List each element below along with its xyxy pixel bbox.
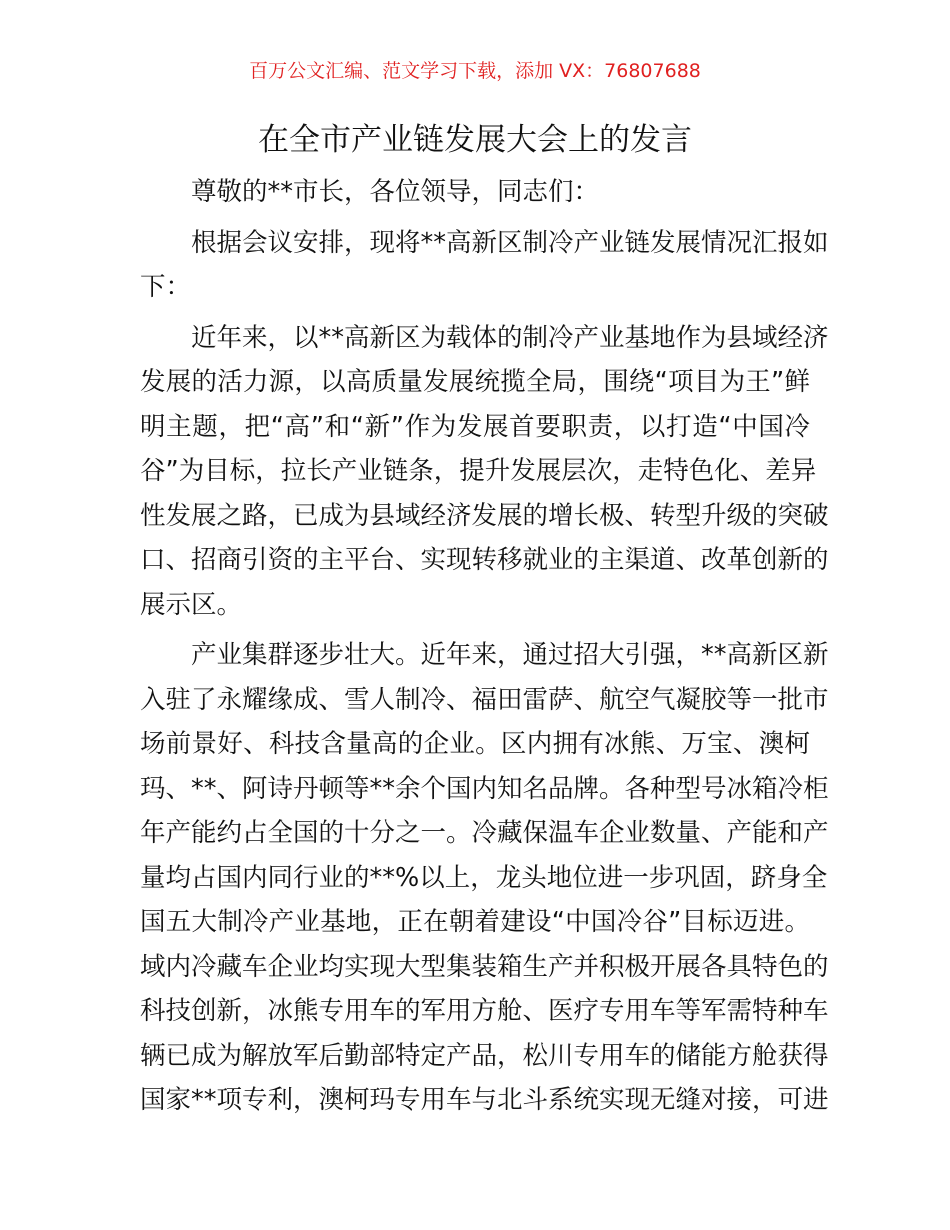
paragraph xyxy=(140,316,829,628)
text-line: 发展的活力源，以高质量发展统揽全局，围绕“项目为王”鲜 xyxy=(140,367,810,397)
text-line: 近年来，以**高新区为载体的制冷产业基地作为县域经济 xyxy=(191,322,829,353)
document-title: 在全市产业链发展大会上的发言 xyxy=(258,122,692,158)
text-line: 入驻了永耀缘成、雪人制冷、福田雷萨、航空气凝胶等一批市 xyxy=(140,684,829,715)
text-line: 场前景好、科技含量高的企业。区内拥有冰熊、万宝、澳柯 xyxy=(140,729,810,759)
text-line: 明主题，把“高”和“新”作为发展首要职责，以打造“中国冷 xyxy=(140,411,810,442)
text-line: 国家**项专利，澳柯玛专用车与北斗系统实现无缝对接，可进 xyxy=(140,1085,829,1115)
text-line: 年产能约占全国的十分之一。冷藏保温车企业数量、产能和产 xyxy=(140,818,829,848)
text-line: 量均占国内同行业的**%以上，龙头地位进一步巩固，跻身全 xyxy=(140,862,828,893)
text-line: 性发展之路，已成为县域经济发展的增长极、转型升级的突破 xyxy=(140,500,829,531)
text-line: 辆已成为解放军后勤部特定产品，松川专用车的储能方舱获得 xyxy=(140,1040,829,1071)
document-body xyxy=(140,170,829,1129)
text-line: 谷”为目标，拉长产业链条，提升发展层次，走特色化、差异 xyxy=(140,456,817,486)
text-line: 玛、**、阿诗丹顿等**余个国内知名品牌。各种型号冰箱冷柜 xyxy=(140,773,829,804)
paragraph xyxy=(140,633,829,1123)
text-line: 展示区。 xyxy=(140,589,243,620)
text-line: 尊敬的**市长，各位领导，同志们： xyxy=(191,177,600,207)
watermark-banner: 百万公文汇编、范文学习下载，添加 VX：76807688 xyxy=(249,60,701,82)
text-line: 根据会议安排，现将**高新区制冷产业链发展情况汇报如 xyxy=(191,227,829,258)
text-line: 国五大制冷产业基地，正在朝着建设“中国冷谷”目标迈进。 xyxy=(140,907,810,937)
text-line: 下： xyxy=(140,272,192,302)
text-line: 科技创新，冰熊专用车的军用方舱、医疗专用车等军需特种车 xyxy=(140,996,829,1026)
paragraph xyxy=(140,221,829,310)
text-line: 产业集群逐步壮大。近年来，通过招大引强，**高新区新 xyxy=(191,640,829,670)
paragraph xyxy=(140,170,810,215)
text-line: 口、招商引资的主平台、实现转移就业的主渠道、改革创新的 xyxy=(140,545,829,575)
text-line: 域内冷藏车企业均实现大型集装箱生产并积极开展各具特色的 xyxy=(140,951,829,982)
